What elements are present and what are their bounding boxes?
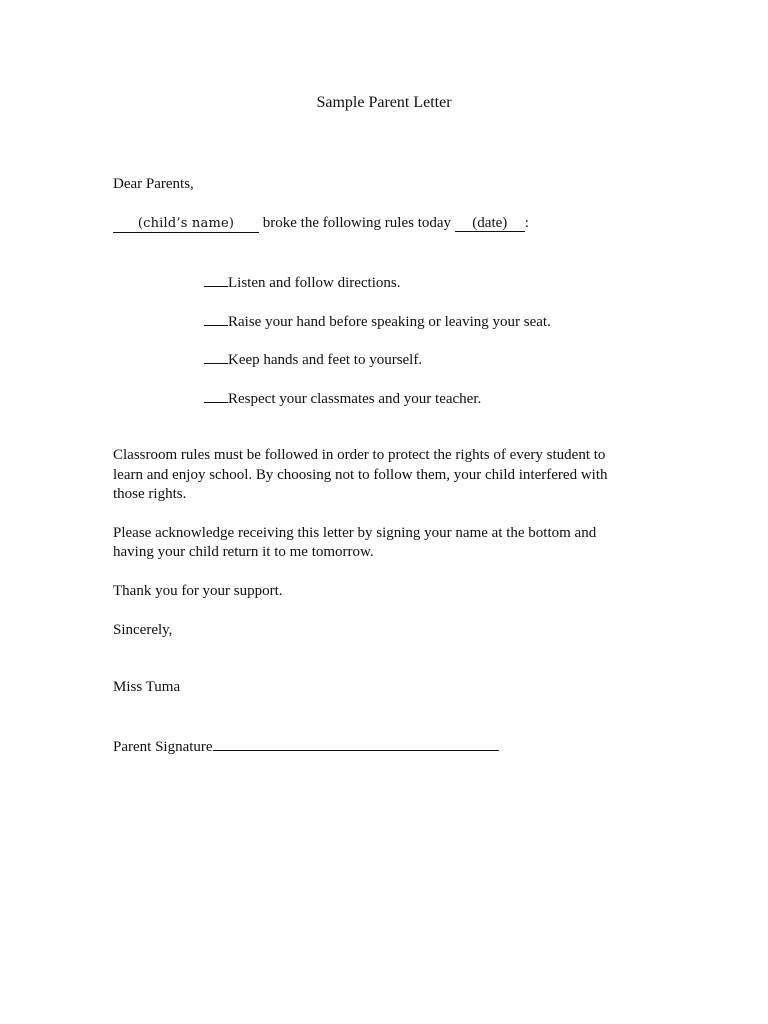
rule-text: Respect your classmates and your teacher. xyxy=(228,391,482,407)
intro-line xyxy=(113,214,529,234)
rule-item xyxy=(204,388,481,410)
rule-text: Raise your hand before speaking or leaving your seat. xyxy=(228,314,551,330)
intro-end-punct: : xyxy=(524,215,529,231)
ack-paragraph-line-1: Please acknowledge receiving this letter by signing your name at the bottom and xyxy=(113,525,597,541)
rights-paragraph-line-2: learn and enjoy school. By choosing not to follow them, your child interfered with xyxy=(113,467,608,483)
greeting: Dear Parents, xyxy=(113,176,194,192)
parent-signature-blank[interactable] xyxy=(213,736,499,751)
date-blank: (date) xyxy=(455,215,525,232)
child-name-blank: (child’s name) xyxy=(113,216,259,233)
letter-title: Sample Parent Letter xyxy=(316,94,452,111)
rule-checkbox-blank xyxy=(204,349,228,364)
rule-text: Keep hands and feet to yourself. xyxy=(228,352,423,368)
signer-name: Miss Tuma xyxy=(113,679,181,695)
ack-paragraph-line-2: having your child return it to me tomorrow. xyxy=(113,544,374,560)
closing: Sincerely, xyxy=(113,622,173,638)
rule-checkbox-blank xyxy=(204,388,228,403)
parent-signature-label: Parent Signature xyxy=(113,739,213,755)
rights-paragraph-line-1: Classroom rules must be followed in order to protect the rights of every student to xyxy=(113,447,606,463)
rights-paragraph-line-3: those rights. xyxy=(113,486,187,502)
rule-item xyxy=(204,349,422,371)
intro-middle-text: broke the following rules today xyxy=(262,215,452,231)
rule-text: Listen and follow directions. xyxy=(228,275,401,291)
rule-item xyxy=(204,272,400,294)
rule-item xyxy=(204,311,551,333)
rule-checkbox-blank xyxy=(204,311,228,326)
parent-signature-line xyxy=(113,736,499,758)
thanks-line: Thank you for your support. xyxy=(113,583,283,599)
rule-checkbox-blank xyxy=(204,272,228,287)
